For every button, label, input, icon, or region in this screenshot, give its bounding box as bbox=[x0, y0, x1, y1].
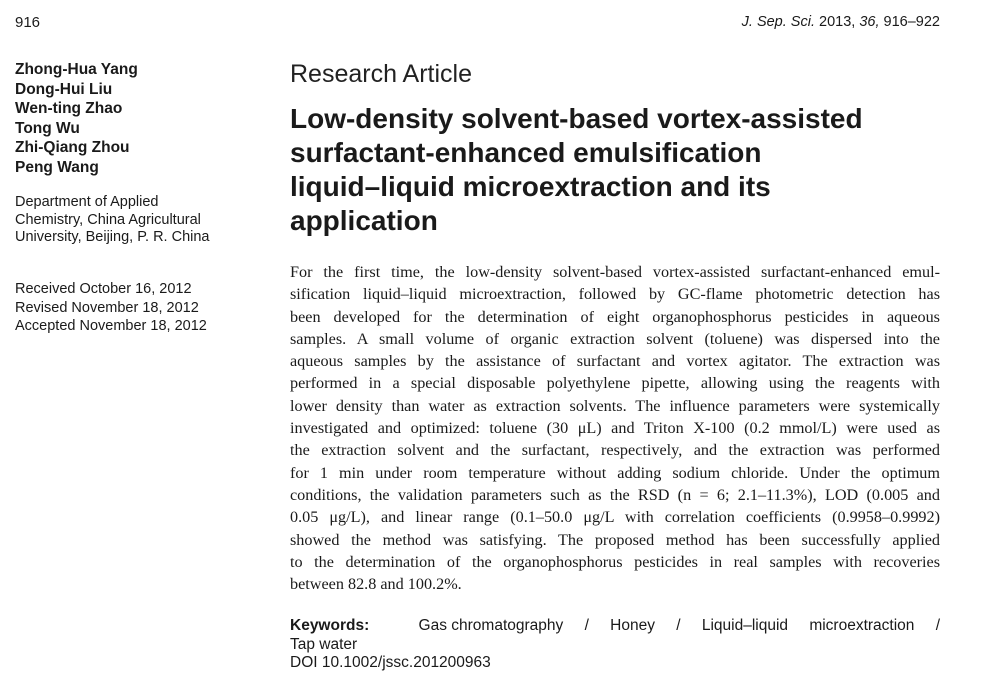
abstract-line: showed the method was satisfying. The proposed method has been successfully applied bbox=[290, 530, 940, 549]
keywords-section bbox=[290, 617, 940, 673]
article-title bbox=[290, 102, 950, 238]
abstract-line: aqueous samples by the assistance of surfactant and vortex agitator. The extraction was bbox=[290, 352, 940, 371]
abstract-line: performed in a special disposable polyethylene pipette, allowing using the reagents with bbox=[290, 374, 940, 393]
author: Peng Wang bbox=[15, 158, 99, 176]
abstract-line: between 82.8 and 100.2%. bbox=[290, 575, 462, 594]
abstract-line: 0.05 μg/L), and linear range (0.1–50.0 μg/L with correlation coefficients (0.9958–0.9992) bbox=[290, 508, 940, 527]
affiliation-line: Chemistry, China Agricultural bbox=[15, 211, 201, 228]
author: Tong Wu bbox=[15, 119, 80, 137]
abstract-line: conditions, the validation parameters such as the RSD (n = 6; 2.1–11.3%), LOD (0.005 and bbox=[290, 485, 940, 504]
affiliation bbox=[15, 194, 210, 247]
affiliation-line: Department of Applied bbox=[15, 194, 159, 210]
author: Dong-Hui Liu bbox=[15, 80, 113, 98]
abstract-line: for 1 min under room temperature without adding sodium chloride. Under the optimum bbox=[290, 463, 940, 482]
keywords-label: Keywords: bbox=[290, 617, 370, 634]
article-type: Research Article bbox=[290, 60, 473, 88]
author-list bbox=[15, 60, 138, 177]
abstract-line: the extraction solvent and the surfactant, respectively, and the extraction was performed bbox=[290, 441, 940, 460]
received-date: Received October 16, 2012 bbox=[15, 281, 192, 297]
revised-date: Revised November 18, 2012 bbox=[15, 299, 199, 316]
journal-year: 2013, bbox=[819, 14, 856, 30]
separator: / bbox=[584, 617, 589, 634]
separator: / bbox=[935, 617, 940, 634]
keyword: Liquid–liquid bbox=[701, 617, 789, 634]
abstract-line: samples. A small volume of organic extraction solvent (toluene) was dispersed into the bbox=[290, 329, 940, 348]
author: Zhong-Hua Yang bbox=[15, 61, 138, 78]
journal-pages: 916–922 bbox=[883, 14, 940, 30]
keyword: Honey bbox=[610, 617, 655, 634]
keyword: Gas chromatography bbox=[418, 617, 564, 634]
abstract-line: lower density than water as extraction solvents. The influence parameters were systemically bbox=[290, 396, 940, 415]
abstract-line: been developed for the determination of eight organophosphorus pesticides in aqueous bbox=[290, 307, 940, 326]
keyword: microextraction bbox=[809, 617, 915, 634]
abstract-line: sification liquid–liquid microextraction, followed by GC-flame photometric detection has bbox=[290, 285, 940, 304]
keyword: Tap water bbox=[290, 635, 358, 653]
abstract-line: For the first time, the low-density solvent-based vortex-assisted surfactant-enhanced emul- bbox=[290, 263, 940, 281]
affiliation-line: University, Beijing, P. R. China bbox=[15, 229, 210, 245]
journal-name: J. Sep. Sci. bbox=[741, 14, 815, 30]
page-number: 916 bbox=[15, 14, 41, 31]
author: Wen-ting Zhao bbox=[15, 100, 123, 117]
abstract bbox=[290, 261, 940, 595]
journal-volume: 36, bbox=[859, 14, 880, 30]
abstract-line: to the determination of the organophosphorus pesticides in real samples with recoveries bbox=[290, 552, 940, 571]
journal-citation bbox=[742, 14, 940, 30]
separator: / bbox=[676, 617, 681, 634]
abstract-line: investigated and optimized: toluene (30 μL) and Triton X-100 (0.2 mmol/L) were used as bbox=[290, 419, 940, 438]
article-dates bbox=[15, 280, 207, 336]
title-line: application bbox=[290, 205, 438, 236]
author: Zhi-Qiang Zhou bbox=[15, 139, 130, 156]
title-line: liquid–liquid microextraction and its bbox=[290, 171, 771, 202]
title-line: Low-density solvent-based vortex-assisted bbox=[290, 103, 863, 134]
title-line: surfactant-enhanced emulsification bbox=[290, 137, 762, 168]
accepted-date: Accepted November 18, 2012 bbox=[15, 318, 207, 334]
doi[interactable]: DOI 10.1002/jssc.201200963 bbox=[290, 654, 491, 671]
